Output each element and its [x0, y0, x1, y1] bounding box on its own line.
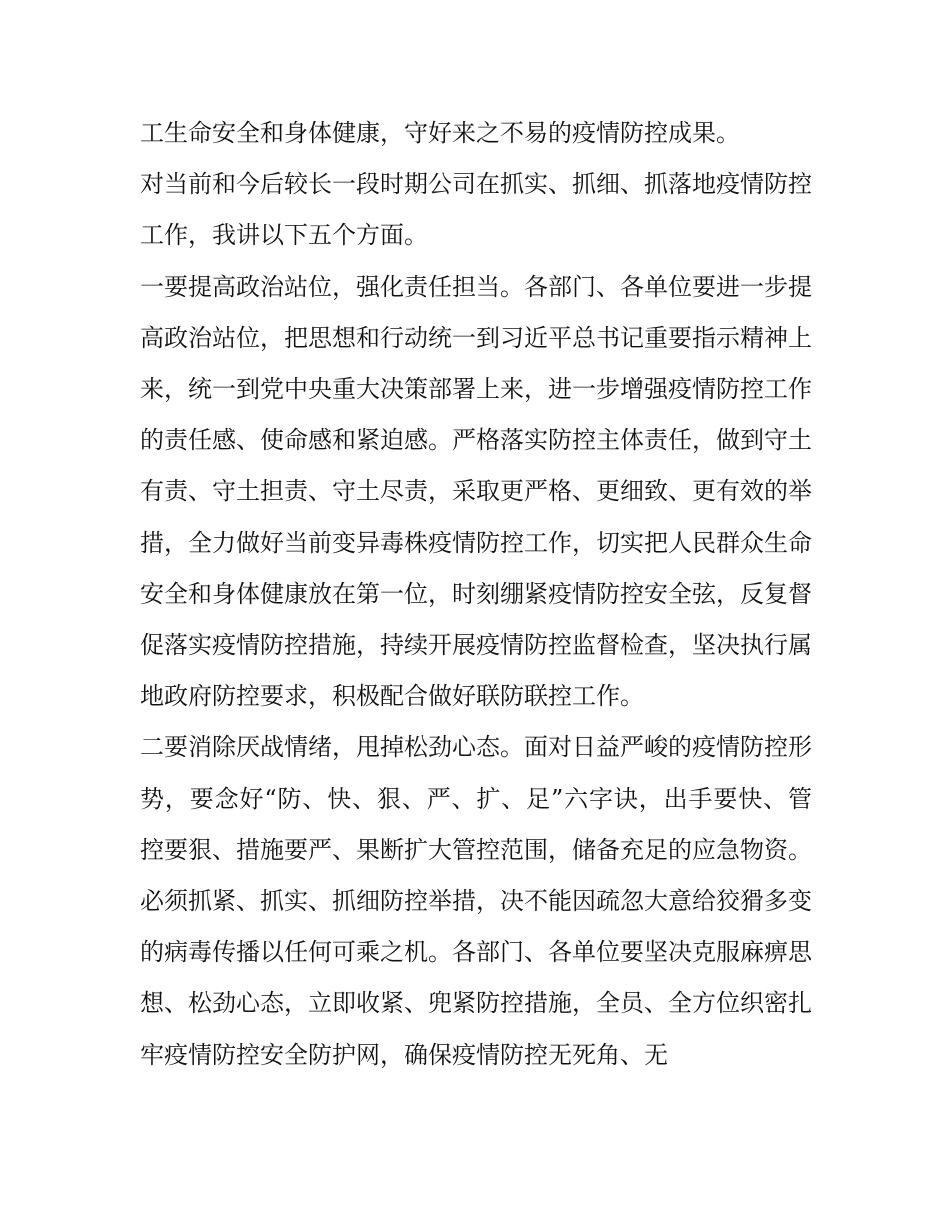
document-body [140, 108, 812, 1081]
paragraph-point-one: 一要提高政治站位，强化责任担当。各部门、各单位要进一步提高政治站位，把思想和行动统一到习近平总书记重要指示精神上来，统一到党中央重大决策部署上来，进一步增强疫情防控工作的责任感、使命感和紧迫感。严格落实防控主体责任，做到守土有责、守土担责、守土尽责，采取更严格、更细致、更有效的举措，全力做好当前变异毒株疫情防控工作，切实把人民群众生命安全和身体健康放在第一位，时刻绷紧疫情防控安全弦，反复督促落实疫情防控措施，持续开展疫情防控监督检查，坚决执行属地政府防控要求，积极配合做好联防联控工作。 [140, 272, 812, 711]
paragraph-intro: 对当前和今后较长一段时期公司在抓实、抓细、抓落地疫情防控工作，我讲以下五个方面。 [140, 170, 812, 250]
paragraph-point-two: 二要消除厌战情绪，甩掉松劲心态。面对日益严峻的疫情防控形势，要念好“防、快、狠、严、扩、足”六字诀，出手要快、管控要狠、措施要严、果断扩大管控范围，储备充足的应急物资。必须抓紧、抓实、抓细防控举措，决不能因疏忽大意给狡猾多变的病毒传播以任何可乘之机。各部门、各单位要坚决克服麻痹思想、松劲心态，立即收紧、兜紧防控措施，全员、全方位织密扎牢疫情防控安全防护网，确保疫情防控无死角、无 [140, 733, 812, 1069]
paragraph-continuation: 工生命安全和身体健康，守好来之不易的疫情防控成果。 [140, 119, 740, 147]
